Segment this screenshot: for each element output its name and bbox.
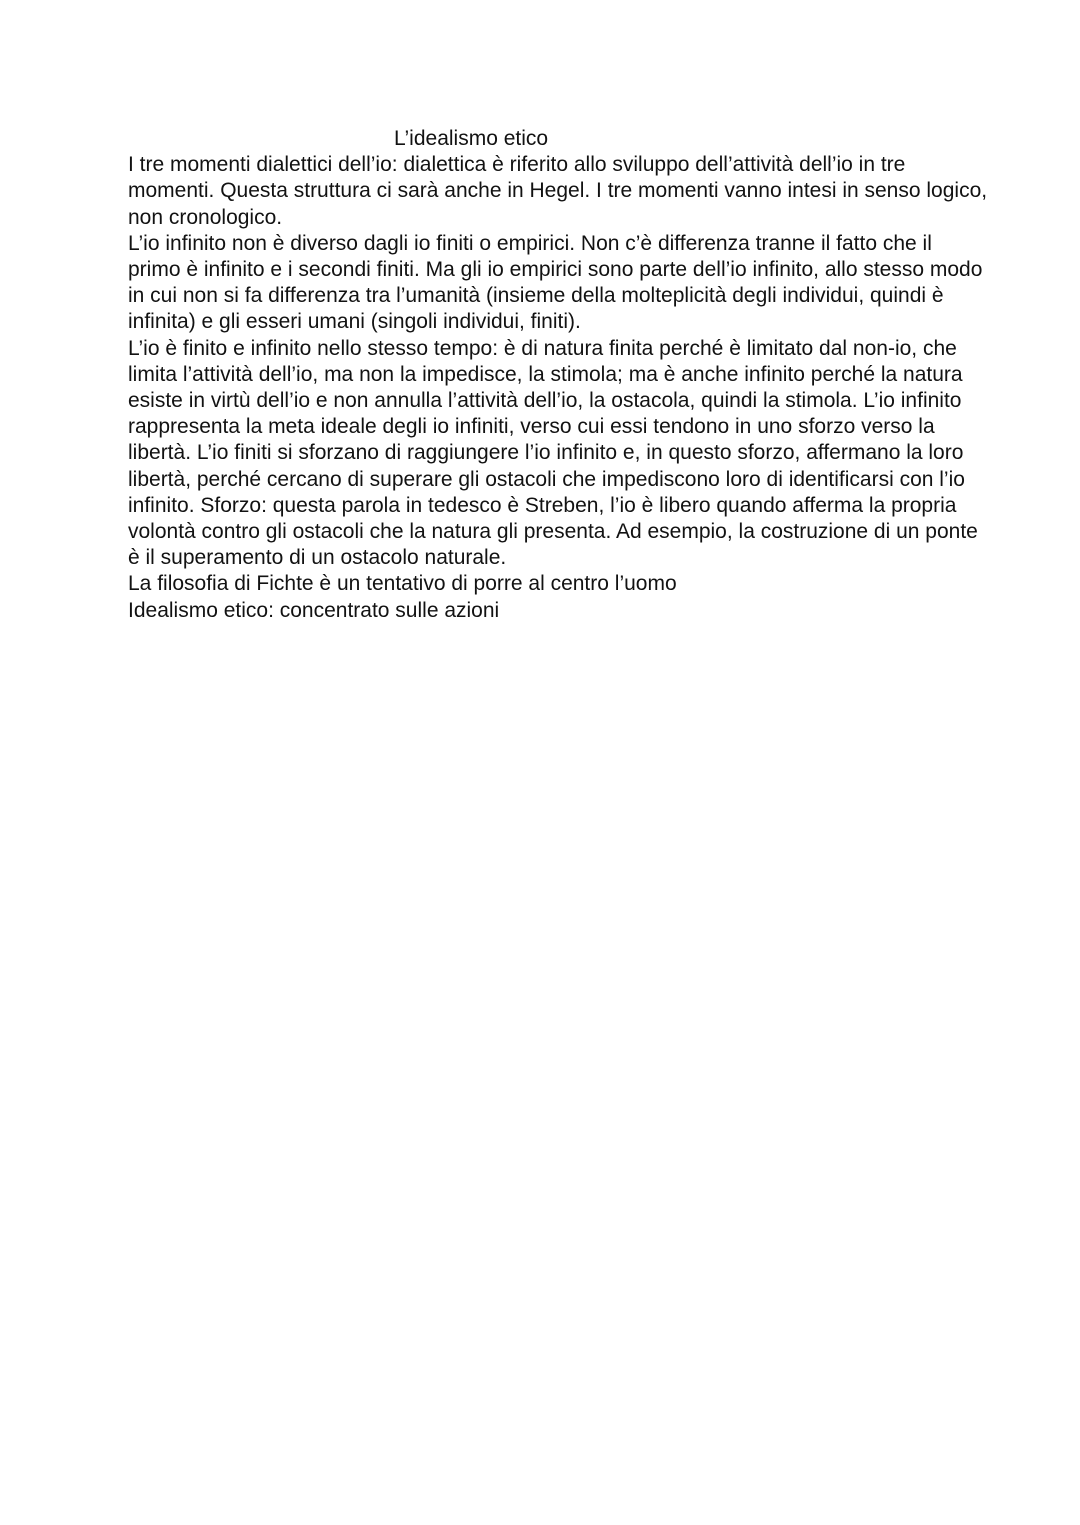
text-line: non cronologico. — [128, 205, 283, 229]
text-line: L’io è finito e infinito nello stesso tempo: è di natura finita perché è limitato dal non-io, che — [128, 336, 957, 360]
text-line: L’io infinito non è diverso dagli io finiti o empirici. Non c’è differenza tranne il fatto che il — [128, 231, 932, 255]
paragraph — [128, 336, 978, 572]
text-line: volontà contro gli ostacoli che la natura gli presenta. Ad esempio, la costruzione di un ponte — [128, 520, 978, 544]
text-line: limita l’attività dell’io, ma non la impedisce, la stimola; ma è anche infinito perché la natura — [128, 362, 963, 386]
paragraph — [128, 152, 988, 231]
paragraph — [128, 571, 952, 597]
text-line: libertà. L’io finiti si sforzano di raggiungere l’io infinito e, in questo sforzo, affermano la loro — [128, 441, 964, 465]
text-line: I tre momenti dialettici dell’io: dialettica è riferito allo sviluppo dell’attività dell’io in tre — [128, 153, 906, 177]
document-content — [128, 126, 988, 624]
text-line: esiste in virtù dell’io e non annulla l’attività dell’io, la ostacola, quindi la stimola. L’io infinito — [128, 389, 962, 413]
text-line: infinita) e gli esseri umani (singoli individui, finiti). — [128, 310, 581, 334]
text-line: momenti. Questa struttura ci sarà anche in Hegel. I tre momenti vanno intesi in senso logico, — [128, 179, 988, 203]
document-title: L’idealismo etico — [394, 127, 549, 150]
text-line: libertà, perché cercano di superare gli ostacoli che impediscono loro di identificarsi con l’io — [128, 467, 965, 491]
text-line: in cui non si fa differenza tra l’umanità (insieme della molteplicità degli individui, quindi è — [128, 284, 944, 308]
text-line: è il superamento di un ostacolo naturale. — [128, 546, 507, 570]
text-line: infinito. Sforzo: questa parola in tedesco è Streben, l’io è libero quando afferma la propria — [128, 493, 957, 517]
text-line: Idealismo etico: concentrato sulle azioni — [128, 598, 500, 622]
text-line: primo è infinito e i secondi finiti. Ma gli io empirici sono parte dell’io infinito, allo stesso modo — [128, 258, 983, 282]
paragraph — [128, 598, 952, 624]
paragraph — [128, 231, 983, 336]
text-line: rappresenta la meta ideale degli io infiniti, verso cui essi tendono in uno sforzo verso la — [128, 415, 935, 439]
text-line: La filosofia di Fichte è un tentativo di porre al centro l’uomo — [128, 572, 677, 596]
